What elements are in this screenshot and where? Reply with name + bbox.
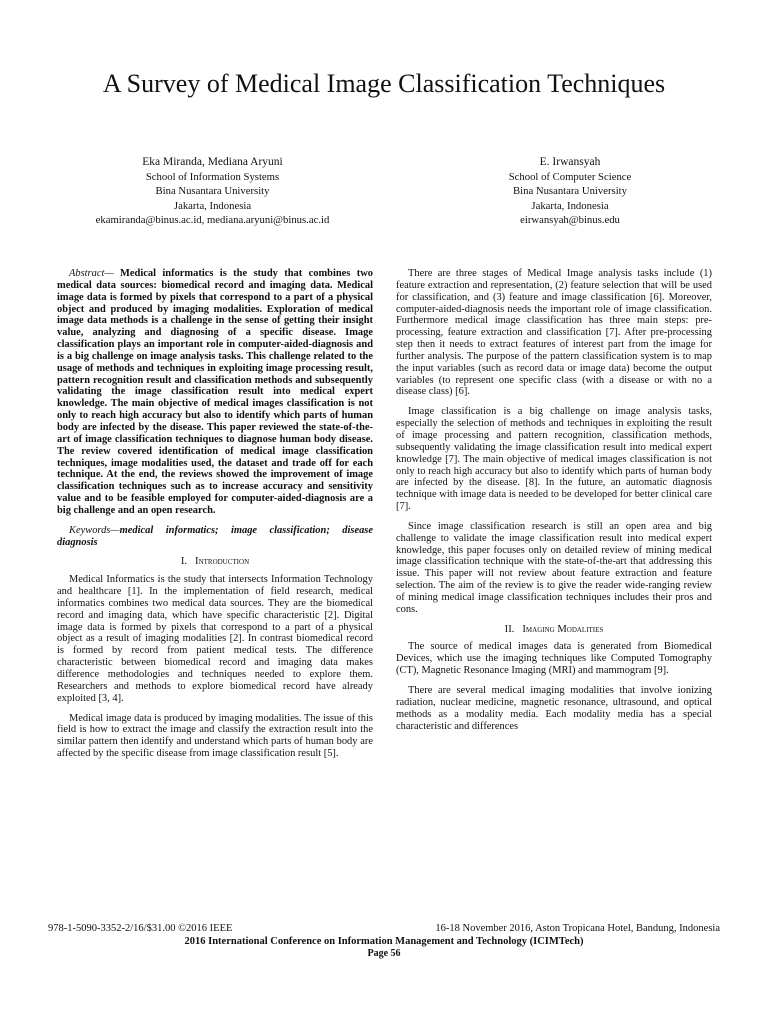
- author-department: School of Information Systems: [145, 171, 280, 184]
- paragraph: Medical Informatics is the study that intersects Information Technology and healthcare [1]. In the implementation of field research, medical informatics combines two medical data sources. They are the biomedical record and imaging data, which have specific characteristic [2]. Digital image data is formed by pixels that correspond to a part of a physical object as a result of imaging modalities [2]. In contrast biomedical record is formed by record from patient medical tests. The difference characteristic between biomedical record and imaging data makes difference methodologies and techniques needed to explore them. Researchers and methods to explore biomedical record have already exploited [3, 4].: [57, 574, 373, 704]
- author-email: ekamiranda@binus.ac.id, mediana.aryuni@binus.ac.id: [95, 213, 330, 226]
- paragraph: Since image classification research is still an open area and big challenge to validate the image classification result into medical expert knowledge, this paper focuses only on detailed review of mining medical image classification technique with the state-of-the-art that addressing this issue. This paper will not review about feature extraction and feature selection. The aim of the review is to give the reader wide-ranging review of mining medical image classification techniques includes their pros and cons.: [396, 520, 712, 615]
- left-column: [57, 268, 373, 768]
- paragraph: The source of medical images data is generated from Biomedical Devices, which use the imaging techniques like Computed Tomography (CT), Magnetic Resonance Imaging (MRI) and mammogram [9].: [396, 641, 712, 677]
- keywords-text: medical informatics; image classification; disease diagnosis: [57, 524, 373, 548]
- paragraph: Image classification is a big challenge on image analysis tasks, especially the selection of methods and techniques in exploiting the result of image processing and pattern recognition, classification methods, subsequently validating the image classification result into medical expert knowledge [7]. The main objective of medical images classification is not only to reach high accuracy but also to identify which parts of human body are infected by the disease. [8]. In the future, an automatic diagnosis technique with image data is needed to be developed for better clinical care [7].: [396, 406, 712, 513]
- paper-title: A Survey of Medical Image Classification Techniques: [102, 69, 666, 98]
- abstract-text: Medical informatics is the study that combines two medical data sources: biomedical record and imaging data. Medical image data is formed by pixels that correspond to a part of a physical object and produced by imaging modalities. Exploration of medical image data methods is a challenge in the sense of getting their insight value, analyzing and diagnosing of a specific disease. Image classification plays an important role in computer-aided-diagnosis and is a big challenge on image analysis tasks. This challenge related to the usage of methods and techniques in exploiting image processing result, pattern recognition result and classification methods and subsequently validating the image classification result into medical expert knowledge. The main objective of medical images classification is not only to reach high accuracy but also to identify which parts of human body are infected by the disease. This paper reviewed the state-of-the-art of image classification techniques to diagnose human body disease. The review covered identification of medical image classification techniques, image modalities used, the dataset and trade off for each technique. At the end, the reviews showed the improvement of image classification techniques such as to increase accuracy and sensitivity value and to be feasible employed for computer-aided-diagnosis are a big challenge and an open research.: [57, 268, 373, 516]
- section-title: Introduction: [195, 556, 250, 568]
- paragraph: There are three stages of Medical Image analysis tasks include (1) feature extraction and representation, (2) feature selection that will be used for classification, and (3) feature and image classification [6]. Moreover, computer-aided-diagnosis needs the important role of image classification. Furthermore medical image classification has three main steps: pre-processing, feature extraction and classification [7]. After pre-processing step then it needs to extract features of interest part from the image for further analysis. The purpose of the pattern classification system is to map the input variables (such as record data or image data) become the output variables (to represent one specific class (with a disease or with no a disease class) [6].: [396, 268, 712, 398]
- section-heading-imaging-modalities: [396, 624, 712, 636]
- paragraph: Medical image data is produced by imaging modalities. The issue of this field is how to extract the image and classify the extraction result into the similar pattern then identify and understand which parts of human body are affected by the specific disease from image classification result [5].: [57, 712, 373, 760]
- section-title: Imaging Modalities: [522, 623, 604, 635]
- abstract-lead: Abstract—: [69, 268, 114, 279]
- author-block-2: [420, 155, 720, 227]
- paragraph: There are several medical imaging modalities that involve ionizing radiation, nuclear medicine, magnetic resonance, ultrasound, and optical methods as a modality media. Each modality media has a special characteristic and differences: [396, 685, 712, 732]
- keywords-lead: Keywords—: [69, 524, 120, 536]
- author-email: eirwansyah@binus.edu: [520, 213, 620, 226]
- author-university: Bina Nusantara University: [155, 185, 270, 198]
- footer-conference: 2016 International Conference on Information Management and Technology (ICIMTech): [184, 935, 584, 947]
- author-department: School of Computer Science: [508, 171, 632, 184]
- section-heading-introduction: [57, 556, 373, 568]
- page-footer: [48, 923, 720, 961]
- keywords: [57, 525, 373, 549]
- author-names: E. Irwansyah: [539, 156, 601, 168]
- author-block-1: [70, 155, 355, 227]
- author-city: Jakarta, Indonesia: [531, 199, 609, 212]
- section-number: II.: [504, 623, 515, 635]
- abstract: [57, 268, 373, 517]
- author-university: Bina Nusantara University: [513, 185, 627, 198]
- author-names: Eka Miranda, Mediana Aryuni: [142, 156, 283, 168]
- page-number: Page 56: [367, 948, 401, 959]
- footer-isbn: 978-1-5090-3352-2/16/$31.00 ©2016 IEEE: [48, 923, 233, 934]
- author-city: Jakarta, Indonesia: [173, 199, 252, 212]
- footer-date-place: 16-18 November 2016, Aston Tropicana Hotel, Bandung, Indonesia: [435, 923, 720, 934]
- section-number: I.: [180, 556, 188, 568]
- right-column: [396, 268, 712, 740]
